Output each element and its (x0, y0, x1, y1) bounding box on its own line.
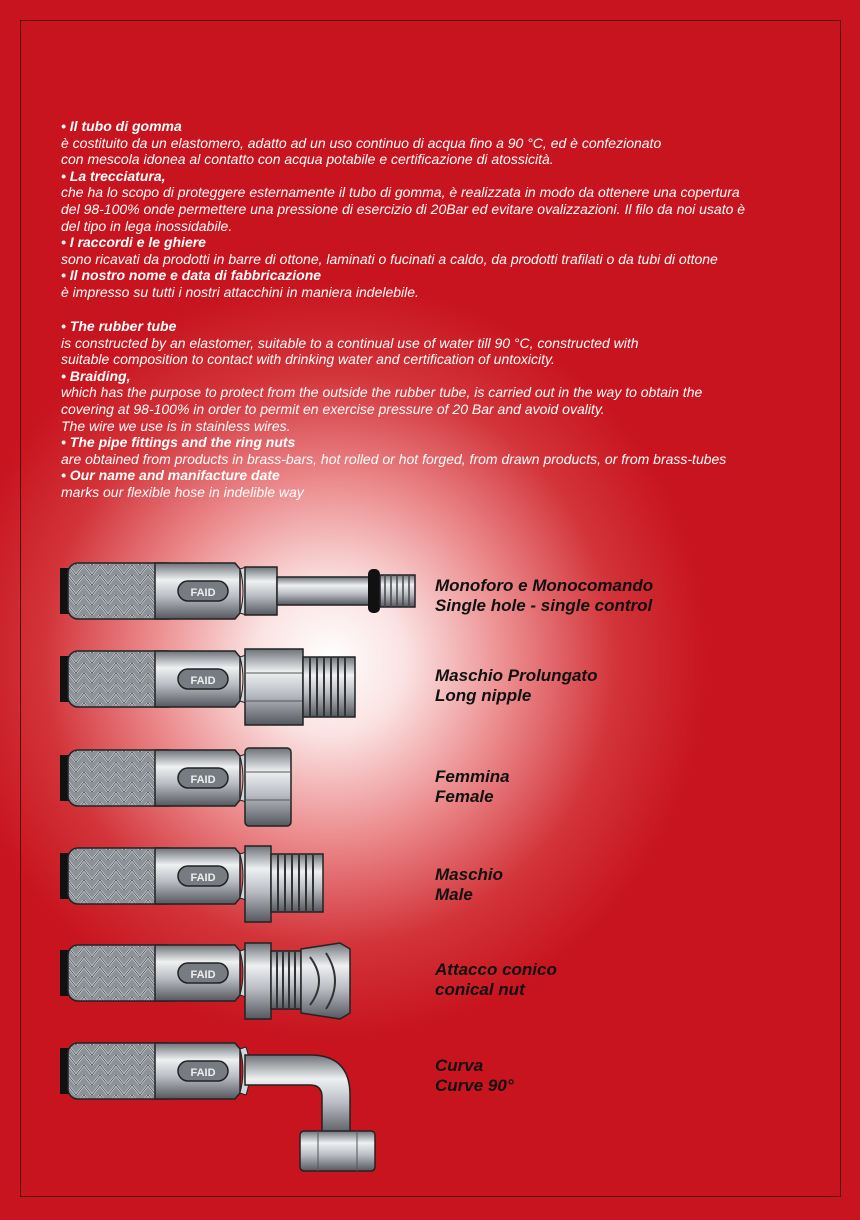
section-text: del 98-100% onde permettere una pressione di esercizio di 20Bar ed evitare ovalizzazioni. Il filo da noi usato è (61, 200, 746, 217)
faid-logo: FAID (190, 587, 216, 599)
section-text: sono ricavati da prodotti in barre di ottone, laminati o fucinati a caldo, da prodotti trafilati o da tubi di ottone (61, 250, 718, 267)
faid-logo: FAID (190, 872, 216, 884)
product-name-en: Curve 90° (435, 1076, 514, 1095)
product-label-female (435, 767, 510, 807)
product-name-it: Femmina (435, 767, 510, 786)
section-text: The wire we use is in stainless wires. (61, 417, 291, 434)
hose-long-nipple-image (60, 643, 430, 733)
english-description (61, 318, 821, 501)
section-text: is constructed by an elastomer, suitable to a continual use of water till 90 °C, constructed with (61, 334, 639, 351)
hose-single-hole-image (60, 555, 430, 645)
hose-female-image (60, 742, 430, 832)
product-name-it: Monoforo e Monocomando (435, 576, 654, 595)
product-label-curve (435, 1056, 514, 1096)
section-heading: • La trecciatura, (61, 167, 166, 184)
product-name-en: Long nipple (435, 686, 532, 705)
section-text: marks our flexible hose in indelible way (61, 483, 304, 500)
hose-curve-image (60, 1035, 430, 1185)
product-label-long-nipple (435, 666, 597, 706)
hose-conical-nut-image (60, 937, 430, 1027)
faid-logo: FAID (190, 1067, 216, 1079)
section-heading: • I raccordi e le ghiere (61, 234, 206, 251)
faid-logo: FAID (190, 774, 216, 786)
section-text: suitable composition to contact with drinking water and certification of untoxicity. (61, 351, 555, 368)
section-text: che ha lo scopo di proteggere esternamente il tubo di gomma, è realizzata in modo da ottenere una copertura (61, 184, 740, 201)
product-label-single-hole (435, 576, 653, 616)
product-name-it: Curva (435, 1056, 484, 1075)
italian-description (61, 118, 821, 301)
faid-logo: FAID (190, 969, 216, 981)
product-name-it: Maschio Prolungato (435, 666, 598, 685)
product-name-en: Female (435, 787, 494, 806)
product-name-en: Single hole - single control (435, 596, 653, 615)
section-heading: • The rubber tube (61, 318, 177, 334)
section-text: which has the purpose to protect from the outside the rubber tube, is carried out in the way to obtain the (61, 384, 703, 401)
product-name-en: Male (435, 885, 473, 904)
section-text: è costituito da un elastomero, adatto ad un uso continuo di acqua fino a 90 °C, ed è confezionato (61, 134, 662, 151)
product-label-male (435, 865, 503, 905)
section-text: covering at 98-100% in order to permit en exercise pressure of 20 Bar and avoid ovality. (61, 400, 605, 417)
product-name-it: Maschio (435, 865, 504, 884)
section-heading: • The pipe fittings and the ring nuts (61, 434, 296, 451)
section-heading: • Il tubo di gomma (61, 118, 182, 134)
section-heading: • Il nostro nome e data di fabbricazione (61, 267, 322, 284)
product-name-en: conical nut (435, 980, 525, 999)
section-text: con mescola idonea al contatto con acqua potabile e certificazione di atossicità. (61, 151, 554, 168)
hose-male-image (60, 840, 430, 930)
section-heading: • Our name and manifacture date (61, 467, 280, 484)
faid-logo: FAID (190, 675, 216, 687)
section-text: del tipo in lega inossidabile. (61, 217, 233, 234)
product-name-it: Attacco conico (435, 960, 557, 979)
section-text: è impresso su tutti i nostri attacchini in maniera indelebile. (61, 283, 419, 300)
section-text: are obtained from products in brass-bars, hot rolled or hot forged, from drawn products, or from brass-tubes (61, 450, 727, 467)
section-heading: • Braiding, (61, 367, 131, 384)
product-label-conical-nut (435, 960, 557, 1000)
